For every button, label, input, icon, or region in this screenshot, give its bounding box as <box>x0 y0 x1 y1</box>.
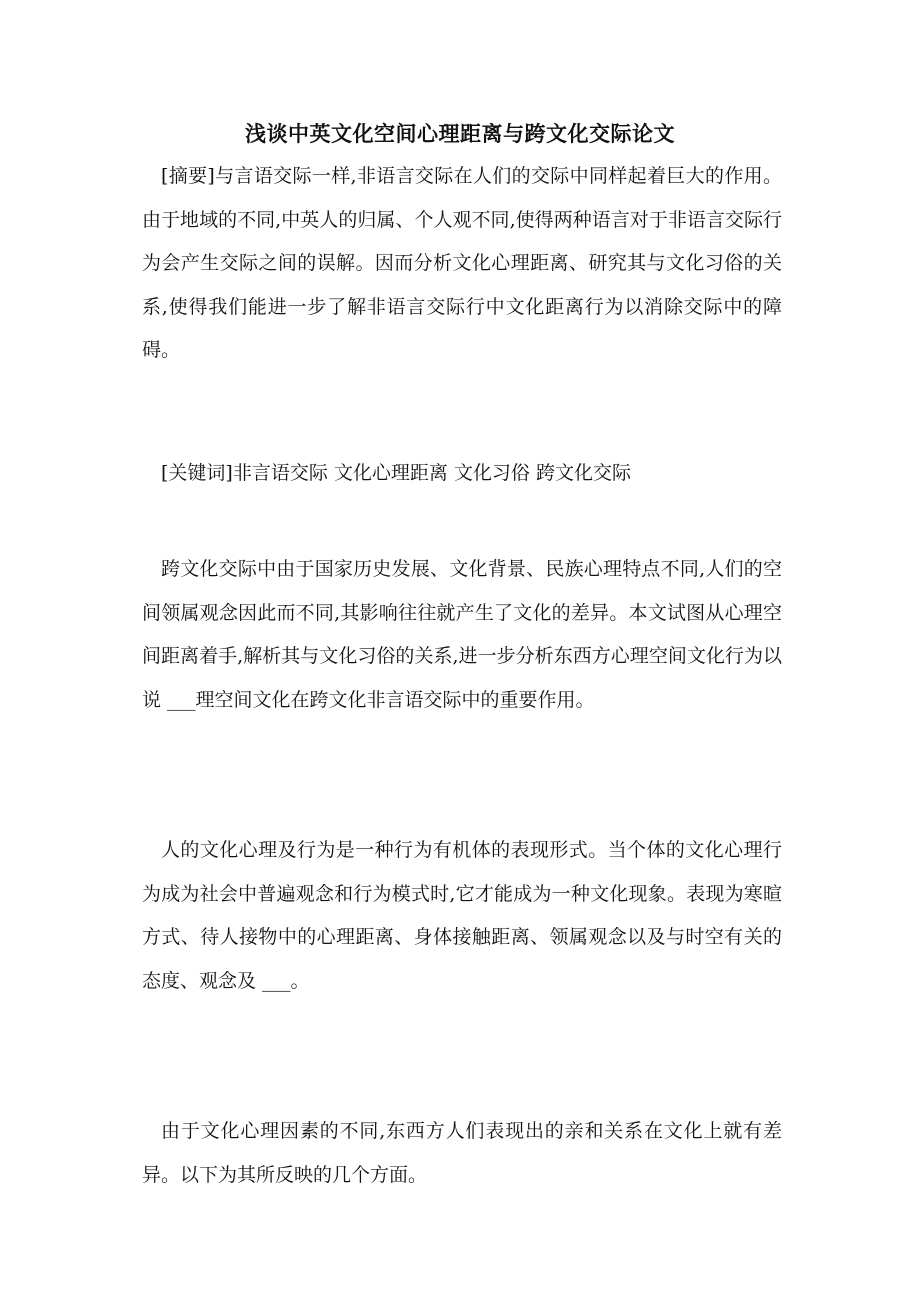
document-title: 浅谈中英文化空间心理距离与跨文化交际论文 <box>245 121 675 146</box>
abstract-paragraph: [摘要]与言语交际一样,非语言交际在人们的交际中同样起着巨大的作用。由于地域的不同,中英人的归属、个人观不同,使得两种语言对于非语言交际行为会产生交际之间的误解。因而分析文化心理距离、研究其与文化习俗的关系,使得我们能进一步了解非语言交际行中文化距离行为以消除交际中的障碍。 <box>142 165 782 361</box>
body-paragraph-3: 由于文化心理因素的不同,东西方人们表现出的亲和关系在文化上就有差异。以下为其所反映的几个方面。 <box>142 1120 782 1186</box>
body-paragraph-1: 跨文化交际中由于国家历史发展、文化背景、民族心理特点不同,人们的空间领属观念因此而不同,其影响往往就产生了文化的差异。本文试图从心理空间距离着手,解析其与文化习俗的关系,进一步分析东西方心理空间文化行为以说 ___理空间文化在跨文化非言语交际中的重要作用。 <box>142 558 782 711</box>
keywords-paragraph: [关键词]非言语交际 文化心理距离 文化习俗 跨文化交际 <box>161 462 631 484</box>
body-paragraph-2: 人的文化心理及行为是一种行为有机体的表现形式。当个体的文化心理行为成为社会中普遍观念和行为模式时,它才能成为一种文化现象。表现为寒暄方式、待人接物中的心理距离、身体接触距离、领属观念以及与时空有关的态度、观念及 ___。 <box>142 839 782 992</box>
